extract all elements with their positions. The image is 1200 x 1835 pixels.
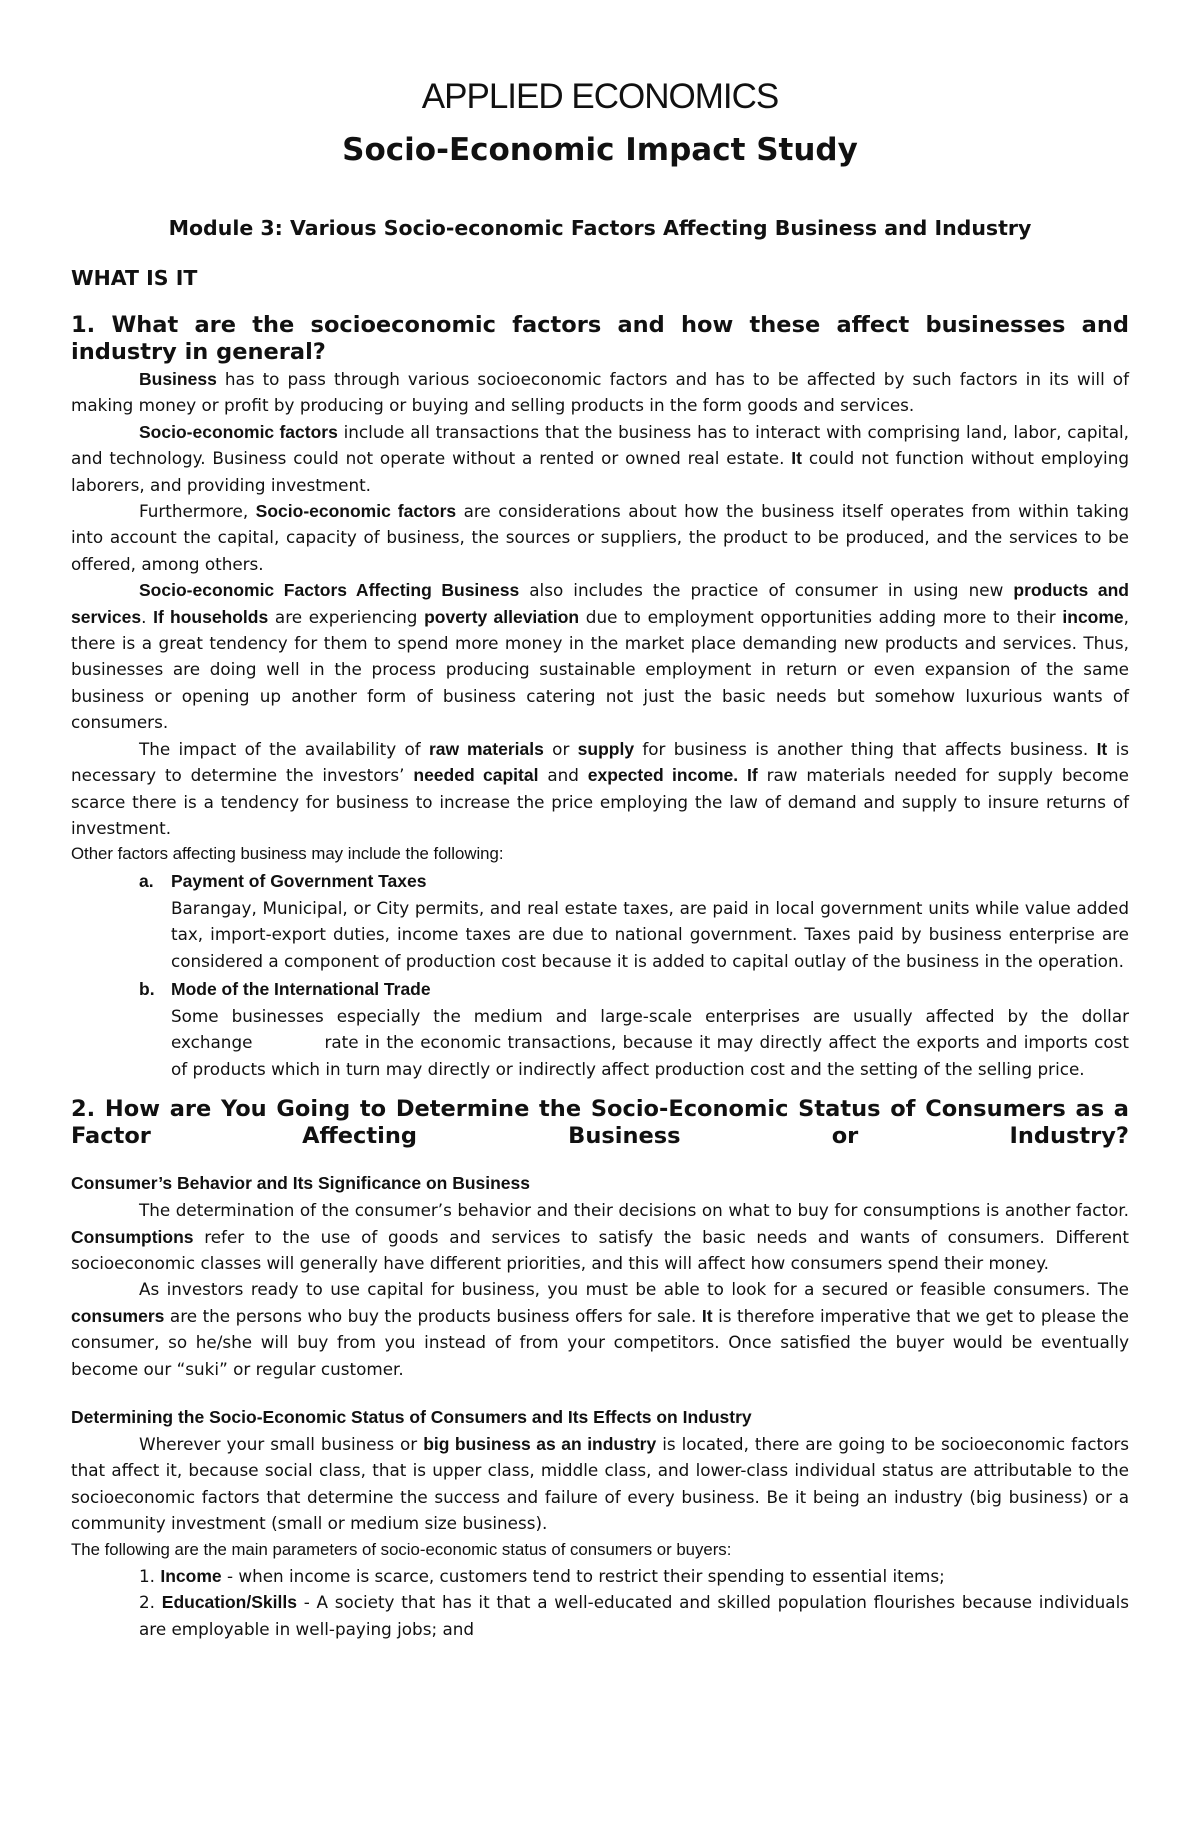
term-socioeconomic-factors: Socio-economic factors bbox=[139, 421, 338, 442]
paragraph-text: are considerations about how the business itself operates from within taking into account the capital, capacity of business, the sources or suppliers, the product to be produced, and the services to be offered, among others. bbox=[71, 501, 1129, 574]
paragraph-text: is therefore imperative that we get to please the consumer, so he/she will buy from you instead of from your competitors. Once satisfied the buyer would be eventually become our “suki” or regular customer. bbox=[71, 1305, 1129, 1379]
list-item-body bbox=[171, 1003, 1129, 1082]
term-business: Business bbox=[139, 369, 217, 389]
paragraph-text: are experiencing bbox=[268, 606, 425, 627]
paragraph-text: The determination of the consumer’s behavior and their decisions on what to buy for consumptions is another factor. bbox=[139, 1200, 1129, 1221]
emphasis-text: If bbox=[747, 765, 758, 786]
paragraph-investors bbox=[71, 1276, 1129, 1382]
term-consumptions: Consumptions bbox=[71, 1226, 194, 1247]
paragraph-text: for business is another thing that affects business. bbox=[634, 738, 1097, 759]
term-households: If households bbox=[153, 606, 269, 627]
emphasis-text: It bbox=[791, 448, 802, 469]
section-heading: WHAT IS IT bbox=[71, 266, 198, 290]
term-expected-income: expected income. bbox=[587, 765, 739, 786]
list-item-title: Payment of Government Taxes bbox=[171, 870, 427, 891]
paragraph-furthermore bbox=[71, 498, 1129, 577]
paragraph-text: - A society that has it that a well-educated and skilled population flourishes because individuals are employable in well-paying jobs; and bbox=[139, 1592, 1129, 1639]
document-content bbox=[71, 72, 1129, 1642]
term-products-services: products and services bbox=[71, 580, 1129, 627]
list-body-text: rate in the economic transactions, because it may directly affect the exports and imports cost of products which in turn may directly or indirectly affect production cost and the setting of the selling price. bbox=[171, 1032, 1129, 1079]
paragraph-raw-materials bbox=[71, 736, 1129, 842]
factor-list bbox=[139, 868, 1129, 1082]
paragraph-text: include all transactions that the business has to interact with comprising land, labor, capital, and technology. Business could not operate without a rented or owned real estate. bbox=[71, 421, 1129, 469]
paragraph-text: is located, there are going to be socioeconomic factors that affect it, because social class, that is upper class, middle class, and lower-class individual status are attributable to the socioeconomic factors that determine the success and failure of every business. Be it being an industry (big business) or a community investment (small or medium size business). bbox=[71, 1434, 1129, 1534]
paragraph-text: also includes the practice of consumer in using new bbox=[519, 580, 1014, 601]
term-income: income bbox=[1062, 606, 1124, 627]
paragraph-socioeconomic-factors bbox=[71, 419, 1129, 498]
document-title: APPLIED ECONOMICS bbox=[421, 77, 779, 116]
paragraph-text: Furthermore, bbox=[139, 501, 256, 522]
term-poverty-alleviation: poverty alleviation bbox=[424, 606, 580, 627]
term-raw-materials: raw materials bbox=[429, 738, 544, 759]
paragraph-text: Wherever your small business or bbox=[139, 1434, 424, 1454]
term-supply: supply bbox=[577, 738, 635, 759]
list-body-rest bbox=[171, 1029, 1129, 1082]
paragraph-text: . bbox=[141, 606, 154, 627]
paragraph-consumer-behavior bbox=[71, 1197, 1129, 1276]
paragraph-text: The impact of the availability of bbox=[139, 738, 429, 759]
term-big-business: big business as an industry bbox=[423, 1434, 657, 1454]
parameters-intro: The following are the main parameters of socio-economic status of consumers or buyers: bbox=[71, 1539, 732, 1559]
list-item-body: Barangay, Municipal, or City permits, and real estate taxes, are paid in local government units while value added tax, import-export duties, income taxes are due to national government. Taxes paid by business enterprise are considered a component of production cost because it is added to capital outlay of the business in the operation. bbox=[171, 897, 1129, 971]
paragraph-text: , there is a great tendency for them to spend more money in the market place demanding new products and services. Thus, businesses are doing well in the process producing sustainable employment in return or even expansion of the same business or opening up another form of business catering not just the basic needs but somehow luxurious wants of consumers. bbox=[71, 606, 1130, 733]
paragraph-business bbox=[71, 366, 1129, 419]
paragraph-text: As investors ready to use capital for business, you must be able to look for a secured or feasible consumers. The bbox=[139, 1279, 1129, 1300]
document-subtitle: Socio-Economic Impact Study bbox=[342, 132, 858, 168]
other-factors-intro: Other factors affecting business may include the following: bbox=[71, 844, 504, 864]
paragraph-text: or bbox=[543, 738, 578, 759]
paragraph-text: is necessary to determine the investors’ bbox=[71, 738, 1129, 786]
paragraph-text: due to employment opportunities adding more to their bbox=[579, 606, 1063, 627]
paragraph-text: could not function without employing laborers, and providing investment. bbox=[71, 448, 1129, 495]
term-consumers: consumers bbox=[71, 1305, 165, 1326]
list-item-title: Mode of the International Trade bbox=[171, 978, 431, 999]
list-body-line: Some businesses especially the medium and large-scale enterprises are usually affected by the dollar bbox=[171, 1005, 1129, 1026]
subheading-consumer-behavior: Consumer’s Behavior and Its Significance on Business bbox=[71, 1173, 531, 1194]
emphasis-text: It bbox=[1096, 738, 1108, 759]
paragraph-text: and bbox=[538, 765, 588, 786]
paragraph-wherever bbox=[71, 1431, 1129, 1537]
term-education-skills: Education/Skills bbox=[161, 1592, 297, 1613]
list-item-heading bbox=[139, 976, 1129, 1003]
paragraph-text: has to pass through various socioeconomic factors and has to be affected by such factors in its will of making money or profit by producing or buying and selling products in the form goods and services. bbox=[71, 369, 1129, 416]
paragraph-factors-affecting-business bbox=[71, 577, 1129, 735]
emphasis-text: It bbox=[701, 1305, 713, 1326]
list-marker: a. bbox=[139, 870, 154, 891]
paragraph-text: raw materials needed for supply become scarce there is a tendency for business to increase the price employing the law of demand and supply to insure returns of investment. bbox=[71, 765, 1129, 838]
list-body-word: exchange bbox=[171, 1032, 253, 1053]
module-heading: Module 3: Various Socio-economic Factors Affecting Business and Industry bbox=[168, 216, 1032, 240]
parameter-education bbox=[139, 1589, 1129, 1642]
list-item-heading bbox=[139, 868, 1129, 895]
paragraph-text: - when income is scarce, customers tend to restrict their spending to essential items; bbox=[221, 1566, 945, 1587]
paragraph-text bbox=[738, 765, 747, 785]
term-socioeconomic-factors: Socio-economic factors bbox=[255, 501, 457, 522]
paragraph-text: refer to the use of goods and services to satisfy the basic needs and wants of consumers. Different socioeconomic classes will generally have different priorities, and this will affect how consumers spend their money. bbox=[71, 1226, 1129, 1273]
question-1-heading: 1. What are the socioeconomic factors and how these affect businesses and industry in general? bbox=[71, 312, 1129, 365]
parameter-income bbox=[139, 1563, 1129, 1589]
subheading-socioeconomic-status: Determining the Socio-Economic Status of Consumers and Its Effects on Industry bbox=[71, 1407, 752, 1427]
term-needed-capital: needed capital bbox=[413, 765, 539, 786]
list-marker: b. bbox=[139, 978, 155, 999]
term-income: Income bbox=[160, 1566, 222, 1587]
list-number: 1. bbox=[139, 1566, 161, 1587]
term-factors-affecting-business: Socio-economic Factors Affecting Business bbox=[139, 580, 520, 601]
list-number: 2. bbox=[139, 1592, 162, 1613]
question-2-heading: 2. How are You Going to Determine the Socio-Economic Status of Consumers as a Factor Affecting Business or Industry? bbox=[71, 1096, 1129, 1150]
paragraph-text: are the persons who buy the products business offers for sale. bbox=[164, 1305, 702, 1326]
